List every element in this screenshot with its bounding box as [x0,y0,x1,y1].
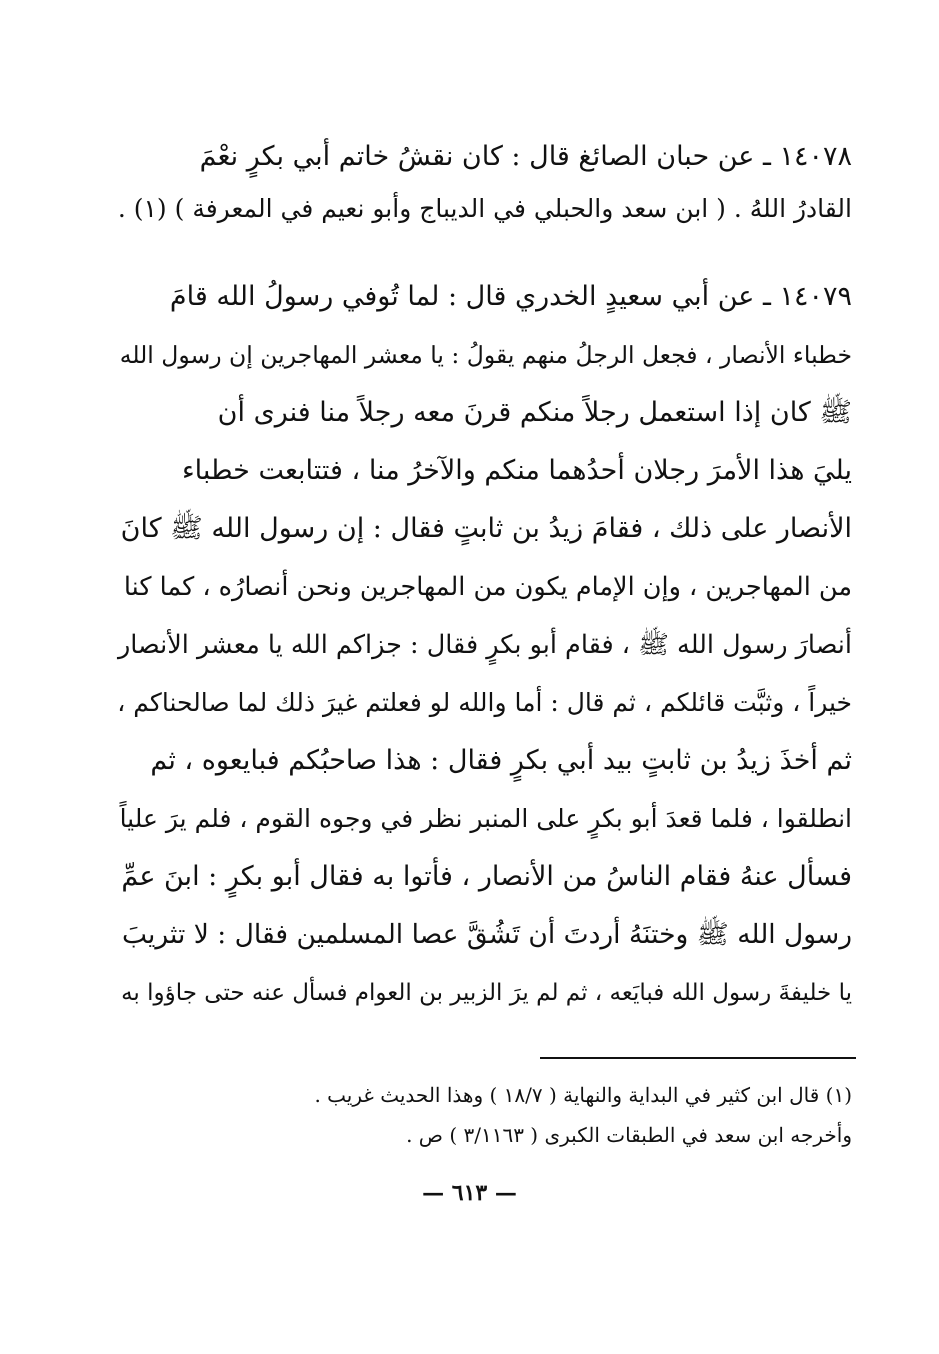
page-number: — ٦١٣ — [422,1180,517,1206]
text-line: أنصارَ رسول الله ﷺ ، فقام أبو بكرٍ فقال : جزاكم الله يا معشر الأنصار [117,630,852,660]
text-line: القادرُ اللهُ . ( ابن سعد والحبلي في الديباج وأبو نعيم في المعرفة ) (١) . [117,194,852,223]
text-line: خيراً ، وثبَّت قائلكم ، ثم قال : أما والله لو فعلتم غيرَ ذلك لما صالحناكم ، [117,688,852,717]
footnote-line: (١) قال ابن كثير في البداية والنهاية ( ١٨/٧ ) وهذا الحديث غريب . [314,1083,852,1107]
footnotes [200,1075,852,1155]
text-line: ١٤٠٧٨ ـ عن حبان الصائغ قال : كان نقشُ خاتم أبي بكرٍ نعْمَ [199,141,852,172]
text-line: يليَ هذا الأمرَ رجلان أحدُهما منكم والآخرُ منا ، فتتابعت خطباء [181,455,852,486]
footnote-line: وأخرجه ابن سعد في الطبقات الكبرى ( ٣/١١٦٣ ) ص . [406,1123,852,1147]
text-line: يا خليفةَ رسول الله فبايَعه ، ثم لم يرَ الزبير بن العوام فسأل عنه حتى جاؤوا به [121,980,852,1006]
text-line: ١٤٠٧٩ ـ عن أبي سعيدٍ الخدري قال : لما تُوفي رسولُ الله قامَ [169,281,852,312]
text-line: من المهاجرين ، وإن الإمام يكون من المهاجرين ونحن أنصارُه ، كما كنا [123,572,852,602]
text-line: ﷺ كان إذا استعمل رجلاً منكم قرنَ معه رجلاً منا فنرى أن [217,397,852,428]
text-line: خطباء الأنصار ، فجعل الرجلُ منهم يقولُ : يا معشر المهاجرين إن رسول الله [119,341,852,369]
text-line: انطلقوا ، فلما قعدَ أبو بكرٍ على المنبر نظر في وجوه القوم ، فلم يرَ علياً [119,804,852,833]
hadith-14079 [112,272,852,1032]
text-line: الأنصار على ذلك ، فقامَ زيدُ بن ثابتٍ فقال : إن رسول الله ﷺ كانَ [120,513,852,544]
hadith-14078 [112,132,852,242]
footnote-divider [540,1057,856,1059]
text-line: رسول الله ﷺ وختنَهُ أردتَ أن تَشُقَّ عصا المسلمين فقال : لا تثريبَ [121,919,852,950]
text-line: فسأل عنهُ فقام الناسُ من الأنصار ، فأتوا به فقال أبو بكرٍ : ابنَ عمِّ [121,861,852,892]
text-line: ثم أخذَ زيدُ بن ثابتٍ بيد أبي بكرٍ فقال : هذا صاحبُكم فبايعوه ، ثم [150,745,852,776]
